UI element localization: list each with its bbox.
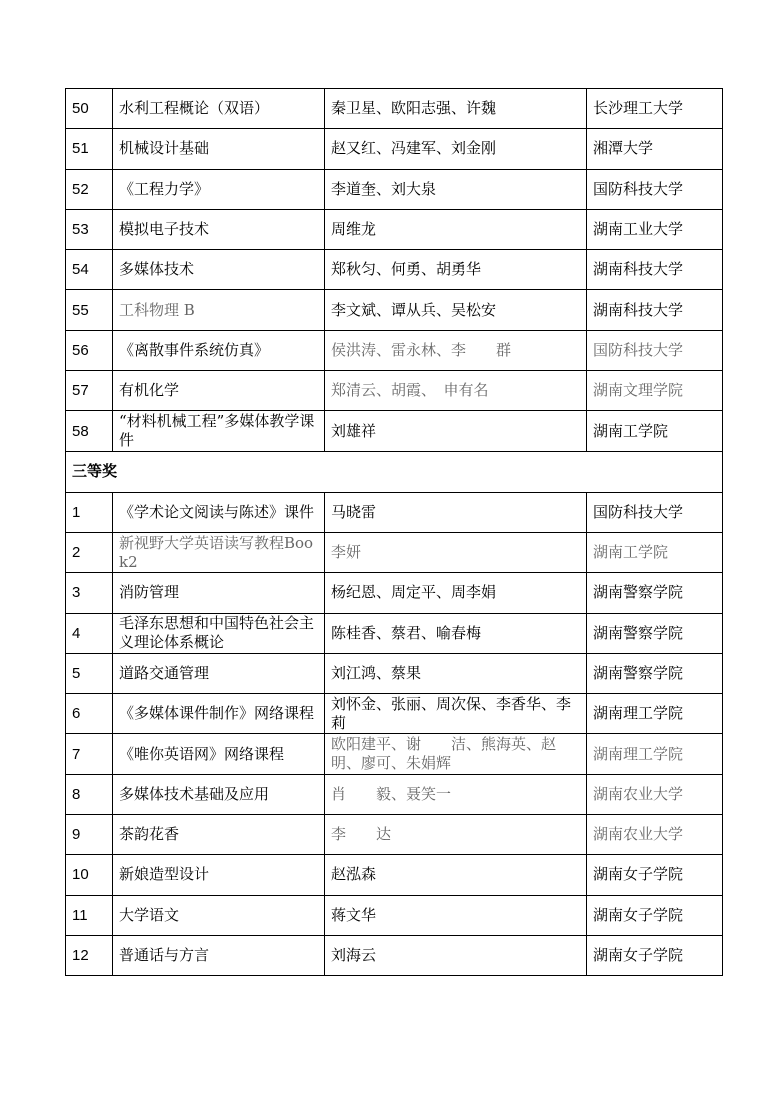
course-name: 多媒体技术 <box>113 250 325 290</box>
authors: 蒋文华 <box>325 895 587 935</box>
table-row <box>66 815 723 855</box>
row-number: 2 <box>66 532 113 572</box>
course-name: 消防管理 <box>113 573 325 613</box>
table-row <box>66 250 723 290</box>
course-name: 有机化学 <box>113 371 325 411</box>
row-number: 56 <box>66 330 113 370</box>
institution: 国防科技大学 <box>587 169 723 209</box>
institution: 湖南警察学院 <box>587 573 723 613</box>
row-number: 11 <box>66 895 113 935</box>
institution: 湖南科技大学 <box>587 290 723 330</box>
row-number: 10 <box>66 855 113 895</box>
authors: 李妍 <box>325 532 587 572</box>
course-name: 新娘造型设计 <box>113 855 325 895</box>
table-row <box>66 855 723 895</box>
authors: 刘海云 <box>325 935 587 975</box>
authors: 马晓雷 <box>325 492 587 532</box>
table-row <box>66 734 723 774</box>
row-number: 9 <box>66 815 113 855</box>
course-name: 《唯你英语网》网络课程 <box>113 734 325 774</box>
course-name: 《离散事件系统仿真》 <box>113 330 325 370</box>
course-name: 茶韵花香 <box>113 815 325 855</box>
authors: 刘怀金、张丽、周次保、李香华、李莉 <box>325 694 587 734</box>
institution: 湖南农业大学 <box>587 774 723 814</box>
section-row <box>66 451 723 492</box>
course-name: 《工程力学》 <box>113 169 325 209</box>
table-row <box>66 532 723 572</box>
row-number: 5 <box>66 653 113 693</box>
course-name: 《学术论文阅读与陈述》课件 <box>113 492 325 532</box>
authors: 刘江鸿、蔡果 <box>325 653 587 693</box>
course-name: 大学语文 <box>113 895 325 935</box>
table-row <box>66 330 723 370</box>
course-name: 新视野大学英语读写教程Book2 <box>113 532 325 572</box>
authors: 郑清云、胡霞、 申有名 <box>325 371 587 411</box>
authors: 杨纪恩、周定平、周李娟 <box>325 573 587 613</box>
course-name: 普通话与方言 <box>113 935 325 975</box>
authors: 李文斌、谭从兵、吴松安 <box>325 290 587 330</box>
institution: 湖南理工学院 <box>587 734 723 774</box>
institution: 湖南警察学院 <box>587 653 723 693</box>
authors: 赵泓森 <box>325 855 587 895</box>
row-number: 1 <box>66 492 113 532</box>
table-row <box>66 492 723 532</box>
course-name: 《多媒体课件制作》网络课程 <box>113 694 325 734</box>
row-number: 58 <box>66 411 113 451</box>
row-number: 8 <box>66 774 113 814</box>
institution: 湖南女子学院 <box>587 855 723 895</box>
institution: 湘潭大学 <box>587 129 723 169</box>
table-row <box>66 371 723 411</box>
authors: 刘雄祥 <box>325 411 587 451</box>
row-number: 57 <box>66 371 113 411</box>
institution: 湖南理工学院 <box>587 694 723 734</box>
authors: 陈桂香、蔡君、喻春梅 <box>325 613 587 653</box>
row-number: 52 <box>66 169 113 209</box>
institution: 湖南女子学院 <box>587 935 723 975</box>
institution: 国防科技大学 <box>587 492 723 532</box>
table-row <box>66 774 723 814</box>
table-row <box>66 935 723 975</box>
row-number: 51 <box>66 129 113 169</box>
institution: 湖南工业大学 <box>587 209 723 249</box>
institution: 湖南女子学院 <box>587 895 723 935</box>
authors: 肖 毅、聂笑一 <box>325 774 587 814</box>
row-number: 4 <box>66 613 113 653</box>
course-name: 工科物理 B <box>113 290 325 330</box>
institution: 国防科技大学 <box>587 330 723 370</box>
course-name: 模拟电子技术 <box>113 209 325 249</box>
section-title: 三等奖 <box>66 451 723 492</box>
row-number: 54 <box>66 250 113 290</box>
table-row <box>66 169 723 209</box>
authors: 侯洪涛、雷永林、李 群 <box>325 330 587 370</box>
authors: 秦卫星、欧阳志强、许魏 <box>325 89 587 129</box>
row-number: 53 <box>66 209 113 249</box>
institution: 湖南工学院 <box>587 411 723 451</box>
authors: 赵又红、冯建军、刘金刚 <box>325 129 587 169</box>
institution: 湖南工学院 <box>587 532 723 572</box>
row-number: 50 <box>66 89 113 129</box>
table-row <box>66 290 723 330</box>
table-row <box>66 895 723 935</box>
table-row <box>66 613 723 653</box>
table-row <box>66 89 723 129</box>
authors: 周维龙 <box>325 209 587 249</box>
row-number: 6 <box>66 694 113 734</box>
authors: 李 达 <box>325 815 587 855</box>
course-name: 多媒体技术基础及应用 <box>113 774 325 814</box>
authors: 郑秋匀、何勇、胡勇华 <box>325 250 587 290</box>
institution: 湖南文理学院 <box>587 371 723 411</box>
row-number: 3 <box>66 573 113 613</box>
course-name: “材料机械工程”多媒体教学课件 <box>113 411 325 451</box>
course-name: 水利工程概论（双语） <box>113 89 325 129</box>
course-name: 道路交通管理 <box>113 653 325 693</box>
authors: 李道奎、刘大泉 <box>325 169 587 209</box>
course-name: 机械设计基础 <box>113 129 325 169</box>
course-name: 毛泽东思想和中国特色社会主义理论体系概论 <box>113 613 325 653</box>
institution: 湖南农业大学 <box>587 815 723 855</box>
table-row <box>66 129 723 169</box>
table-row <box>66 209 723 249</box>
table-row <box>66 653 723 693</box>
institution: 湖南警察学院 <box>587 613 723 653</box>
row-number: 55 <box>66 290 113 330</box>
authors: 欧阳建平、谢 洁、熊海英、赵明、廖可、朱娟辉 <box>325 734 587 774</box>
row-number: 7 <box>66 734 113 774</box>
table-row <box>66 573 723 613</box>
awards-table <box>65 88 723 976</box>
row-number: 12 <box>66 935 113 975</box>
table-row <box>66 694 723 734</box>
table-row <box>66 411 723 451</box>
institution: 长沙理工大学 <box>587 89 723 129</box>
institution: 湖南科技大学 <box>587 250 723 290</box>
